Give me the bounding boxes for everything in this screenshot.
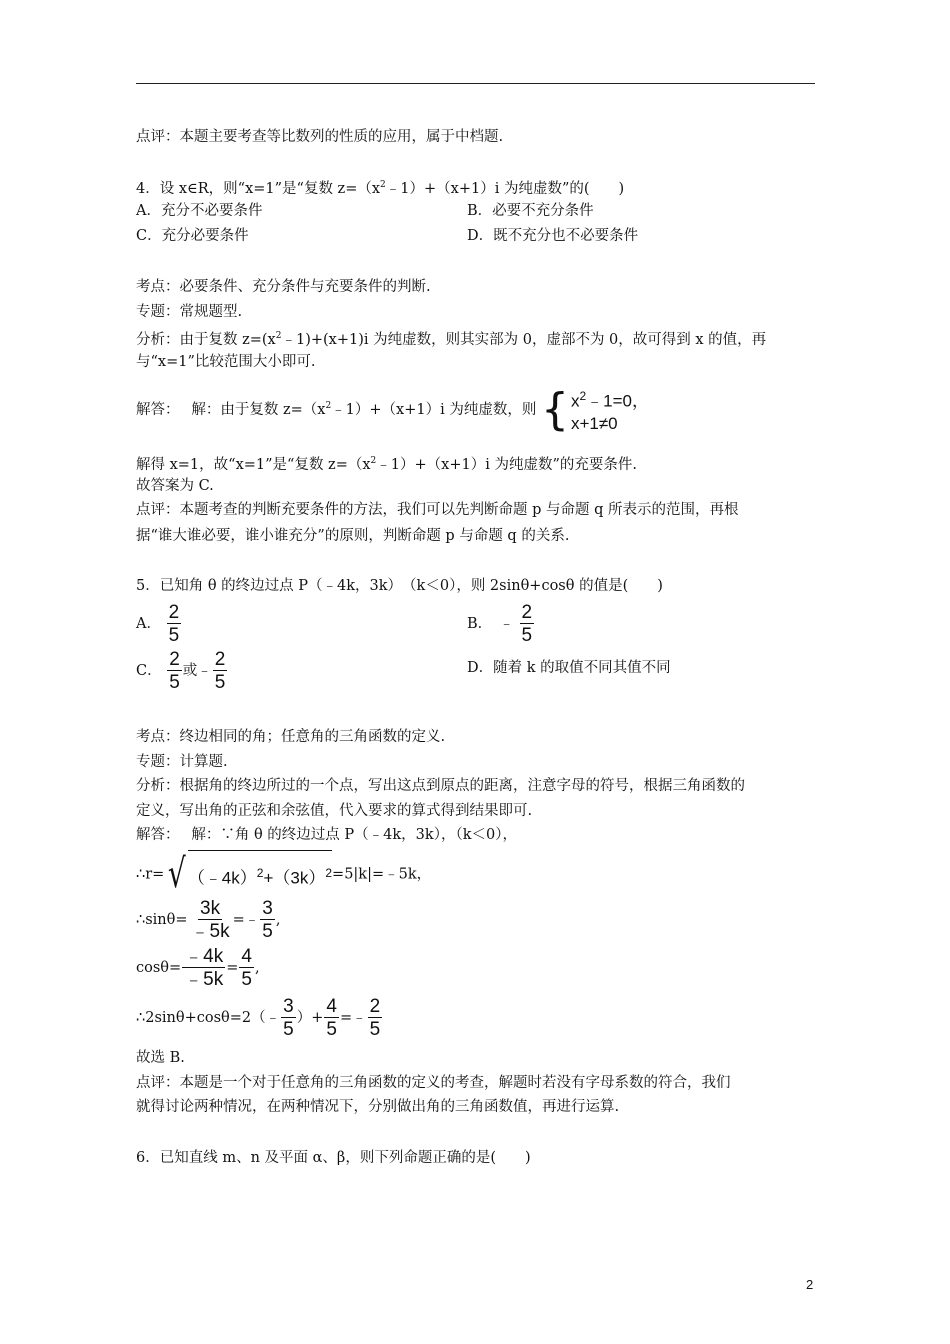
system-row-1: $x^2﹣1=0$，: [570, 388, 649, 411]
fraction: $\frac{3}{5}$: [283, 996, 294, 1040]
q5-jieda: 解答： 解：∵角 θ 的终边过点 P（﹣4k，3k），（k＜0），: [136, 827, 517, 843]
q4-option-d: D．既不充分也不必要条件: [467, 228, 639, 244]
fraction: $\frac{2}{5}$: [169, 649, 180, 693]
fraction: $\frac{4}{5}$: [241, 946, 252, 990]
q4-option-c: C．充分必要条件: [136, 228, 249, 244]
previous-comment: 点评：本题主要考查等比数列的性质的应用，属于中档题.: [136, 129, 504, 145]
fraction: $\frac{3k}{﹣5k}$: [190, 898, 230, 942]
q5-fenxi-line1: 分析：根据角的终边所过的一个点，写出这点到原点的距离，注意字母的符号，根据三角函数的: [136, 778, 745, 794]
q4-stem: 4．设 x∈R，则“x=1”是“复数 $z=(x^2﹣1)+(x+1)i$ 为纯虚数”的( ): [136, 180, 625, 197]
q5-dianping-line2: 就得讨论两种情况，在两种情况下，分别做出角的三角函数值，再进行运算.: [136, 1099, 620, 1115]
square-root: √ $(﹣4k)^2+(3k)^2$: [168, 851, 333, 898]
q4-option-a: A．充分不必要条件: [136, 203, 263, 219]
q5-option-d: D．随着 k 的取值不同其值不同: [467, 660, 671, 676]
q4-jiede: 解得 x=1，故“x=1”是“复数 $z=(x^2﹣1)+(x+1)i$ 为纯虚数”的充要条件.: [136, 456, 637, 473]
q5-result-equation: ∴2sinθ+cosθ=2（﹣ $\frac{3}{5}$ ）+ $\frac{4}{5}$ =﹣ $\frac{2}{5}$: [136, 996, 381, 1040]
q4-fenxi-line2: 与“x=1”比较范围大小即可.: [136, 354, 316, 370]
q5-option-b: B． ﹣ $\frac{2}{5}$: [467, 602, 533, 646]
page-number: 2: [806, 1277, 814, 1292]
q5-kaodian: 考点：终边相同的角；任意角的三角函数的定义.: [136, 729, 446, 745]
q6-stem: 6．已知直线 m、n 及平面 α、β，则下列命题正确的是( ): [136, 1150, 531, 1166]
q5-option-a: A． $\frac{2}{5}$: [136, 602, 180, 646]
q4-kaodian: 考点：必要条件、充分条件与充要条件的判断.: [136, 279, 431, 295]
fraction: $\frac{4}{5}$: [326, 996, 337, 1040]
q5-choose: 故选 B.: [136, 1050, 185, 1066]
q5-cos-equation: cosθ= $\frac{﹣4k}{﹣5k}$ = $\frac{4}{5}$ ,: [136, 946, 260, 990]
q4-jieda: 解答： 解：由于复数 $z=(x^2﹣1)+(x+1)i$ 为纯虚数，则 { $x^2﹣1=0$， x+1≠0: [136, 383, 649, 435]
fraction: $\frac{2}{5}$: [521, 602, 533, 646]
fraction: $\frac{3}{5}$: [262, 898, 273, 942]
q4-dianping-line1: 点评：本题考查的判断充要条件的方法，我们可以先判断命题 p 与命题 q 所表示的范围，再根: [136, 502, 739, 518]
fraction: $\frac{2}{5}$: [214, 649, 226, 693]
q4-fenxi-line1: 分析：由于复数 $z=(x^2﹣1)+(x+1)i$ 为纯虚数，则其实部为 0，虚部不为 0，故可得到 x 的值，再: [136, 331, 767, 348]
fraction: $\frac{2}{5}$: [369, 996, 381, 1040]
q5-r-equation: ∴r= √ $(﹣4k)^2+(3k)^2$ =5|k|=﹣5k，: [136, 851, 432, 898]
q5-sin-equation: ∴sinθ= $\frac{3k}{﹣5k}$ =﹣ $\frac{3}{5}$ ,: [136, 898, 281, 942]
header-rule: [136, 83, 815, 84]
system-row-2: x+1≠0: [570, 414, 618, 434]
q4-answer: 故答案为 C.: [136, 478, 214, 494]
q5-fenxi-line2: 定义，写出角的正弦和余弦值，代入要求的算式得到结果即可.: [136, 803, 533, 819]
radical-sign: √: [168, 851, 186, 898]
fraction: $\frac{2}{5}$: [168, 602, 180, 646]
equation-system: [541, 385, 649, 436]
q4-option-b: B．必要不充分条件: [467, 203, 594, 219]
q4-dianping-line2: 据“谁大谁必要，谁小谁充分”的原则，判断命题 p 与命题 q 的关系.: [136, 528, 570, 544]
q4-zhuanti: 专题：常规题型.: [136, 304, 243, 320]
q5-option-c: C． $\frac{2}{5}$ 或﹣ $\frac{2}{5}$: [136, 649, 226, 693]
q5-zhuanti: 专题：计算题.: [136, 754, 228, 770]
fraction: $\frac{﹣4k}{﹣5k}$: [184, 946, 224, 990]
q5-stem: 5．已知角 θ 的终边过点 P（﹣4k，3k） （k＜0），则 2sinθ+cosθ 的值是( ): [136, 578, 663, 594]
left-brace: {: [540, 383, 569, 435]
q5-dianping-line1: 点评：本题是一个对于任意角的三角函数的定义的考查，解题时若没有字母系数的符合，我们: [136, 1075, 731, 1091]
